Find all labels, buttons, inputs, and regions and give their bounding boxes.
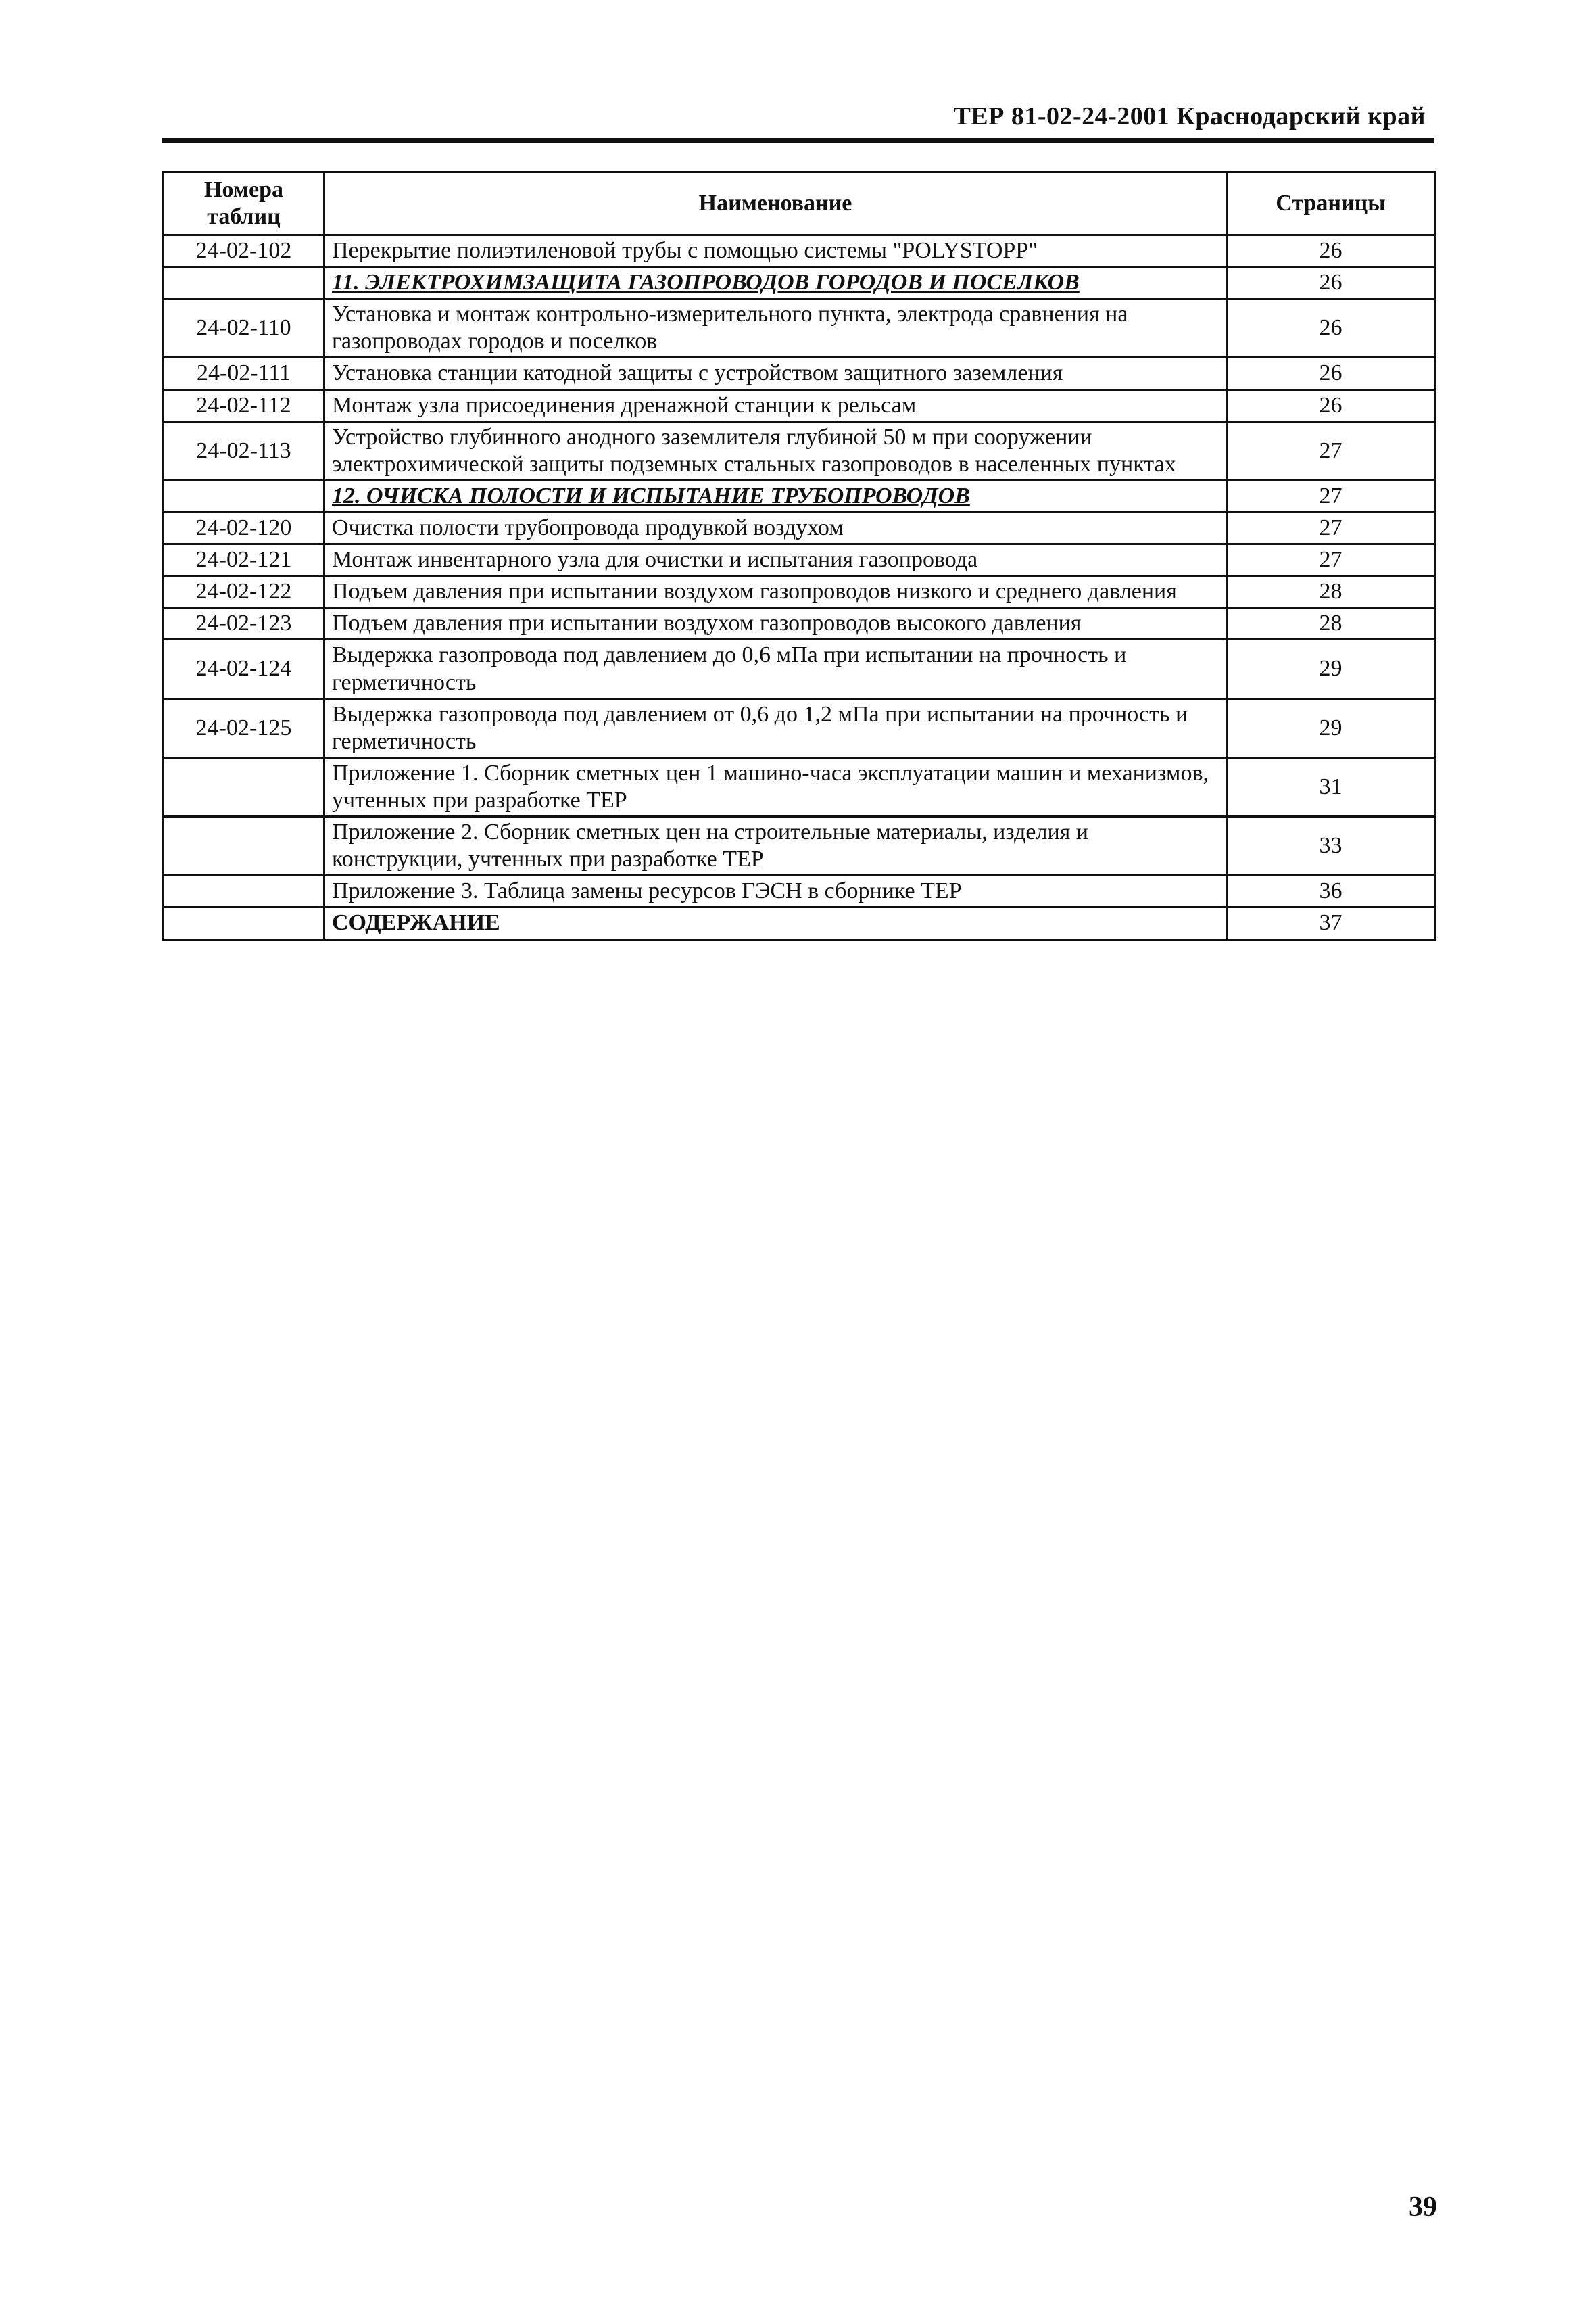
table-row [164, 389, 1435, 421]
table-row [164, 757, 1435, 816]
page-cell: 36 [1227, 876, 1435, 907]
table-row [164, 358, 1435, 389]
table-row [164, 544, 1435, 576]
table-number-cell: 24-02-112 [164, 389, 324, 421]
table-row [164, 640, 1435, 699]
title-cell: Перекрытие полиэтиленовой трубы с помощью системы "POLYSTOPP" [324, 235, 1227, 267]
table-row [164, 512, 1435, 544]
page-cell: 26 [1227, 358, 1435, 389]
title-cell: Подъем давления при испытании воздухом газопроводов низкого и среднего давления [324, 576, 1227, 608]
table-row [164, 480, 1435, 512]
title-cell: Приложение 2. Сборник сметных цен на строительные материалы, изделия и конструкции, учтенных при разработке ТЕР [324, 817, 1227, 876]
column-header-number: Номера таблиц [164, 172, 324, 235]
table-number-cell [164, 817, 324, 876]
title-cell: Установка станции катодной защиты с устройством защитного заземления [324, 358, 1227, 389]
title-cell: Монтаж узла присоединения дренажной станции к рельсам [324, 389, 1227, 421]
table-number-cell: 24-02-113 [164, 421, 324, 480]
section-heading-cell: 12. ОЧИСКА ПОЛОСТИ И ИСПЫТАНИЕ ТРУБОПРОВОДОВ [324, 480, 1227, 512]
page-cell: 27 [1227, 512, 1435, 544]
table-number-cell [164, 757, 324, 816]
table-row [164, 907, 1435, 939]
page-cell: 27 [1227, 480, 1435, 512]
page-cell: 26 [1227, 389, 1435, 421]
table-number-cell: 24-02-111 [164, 358, 324, 389]
title-cell: Приложение 1. Сборник сметных цен 1 машино-часа эксплуатации машин и механизмов, учтенных при разработке ТЕР [324, 757, 1227, 816]
table-row [164, 421, 1435, 480]
title-cell: Приложение 3. Таблица замены ресурсов ГЭСН в сборнике ТЕР [324, 876, 1227, 907]
table-row [164, 299, 1435, 358]
table-row [164, 699, 1435, 757]
title-cell: Устройство глубинного анодного заземлителя глубиной 50 м при сооружении электрохимической защиты подземных стальных газопроводов в населенных пунктах [324, 421, 1227, 480]
title-cell: Подъем давления при испытании воздухом газопроводов высокого давления [324, 608, 1227, 640]
page-cell: 37 [1227, 907, 1435, 939]
title-cell: Выдержка газопровода под давлением от 0,6 до 1,2 мПа при испытании на прочность и герметичность [324, 699, 1227, 757]
table-number-cell [164, 480, 324, 512]
table-number-cell: 24-02-123 [164, 608, 324, 640]
document-header-title: ТЕР 81-02-24-2001 Краснодарский край [953, 102, 1426, 131]
table-number-cell: 24-02-110 [164, 299, 324, 358]
page-cell: 26 [1227, 267, 1435, 299]
page-cell: 27 [1227, 421, 1435, 480]
header-rule [162, 138, 1434, 143]
page-cell: 28 [1227, 608, 1435, 640]
table-number-cell [164, 907, 324, 939]
table-number-cell [164, 267, 324, 299]
page-cell: 26 [1227, 299, 1435, 358]
column-header-pages: Страницы [1227, 172, 1435, 235]
page-cell: 29 [1227, 699, 1435, 757]
table-number-cell [164, 876, 324, 907]
page-cell: 29 [1227, 640, 1435, 699]
table-number-cell: 24-02-121 [164, 544, 324, 576]
title-cell: СОДЕРЖАНИЕ [324, 907, 1227, 939]
contents-table [162, 171, 1436, 941]
page-number: 39 [1409, 2192, 1437, 2223]
table-number-cell: 24-02-125 [164, 699, 324, 757]
table-number-cell: 24-02-122 [164, 576, 324, 608]
table-row [164, 267, 1435, 299]
table-row [164, 817, 1435, 876]
table-row [164, 235, 1435, 267]
title-cell: Выдержка газопровода под давлением до 0,6 мПа при испытании на прочность и герметичность [324, 640, 1227, 699]
page-cell: 27 [1227, 544, 1435, 576]
table-number-cell: 24-02-124 [164, 640, 324, 699]
page-cell: 28 [1227, 576, 1435, 608]
page-cell: 33 [1227, 817, 1435, 876]
table-row [164, 608, 1435, 640]
table-body [164, 235, 1435, 940]
table-row [164, 876, 1435, 907]
title-cell: Очистка полости трубопровода продувкой воздухом [324, 512, 1227, 544]
table-number-cell: 24-02-102 [164, 235, 324, 267]
section-heading-cell: 11. ЭЛЕКТРОХИМЗАЩИТА ГАЗОПРОВОДОВ ГОРОДОВ И ПОСЕЛКОВ [324, 267, 1227, 299]
column-header-name: Наименование [324, 172, 1227, 235]
page-cell: 26 [1227, 235, 1435, 267]
title-cell: Монтаж инвентарного узла для очистки и испытания газопровода [324, 544, 1227, 576]
table-row [164, 576, 1435, 608]
table-number-cell: 24-02-120 [164, 512, 324, 544]
page-cell: 31 [1227, 757, 1435, 816]
title-cell: Установка и монтаж контрольно-измерительного пункта, электрода сравнения на газопроводах городов и поселков [324, 299, 1227, 358]
table-header-row [164, 172, 1435, 235]
